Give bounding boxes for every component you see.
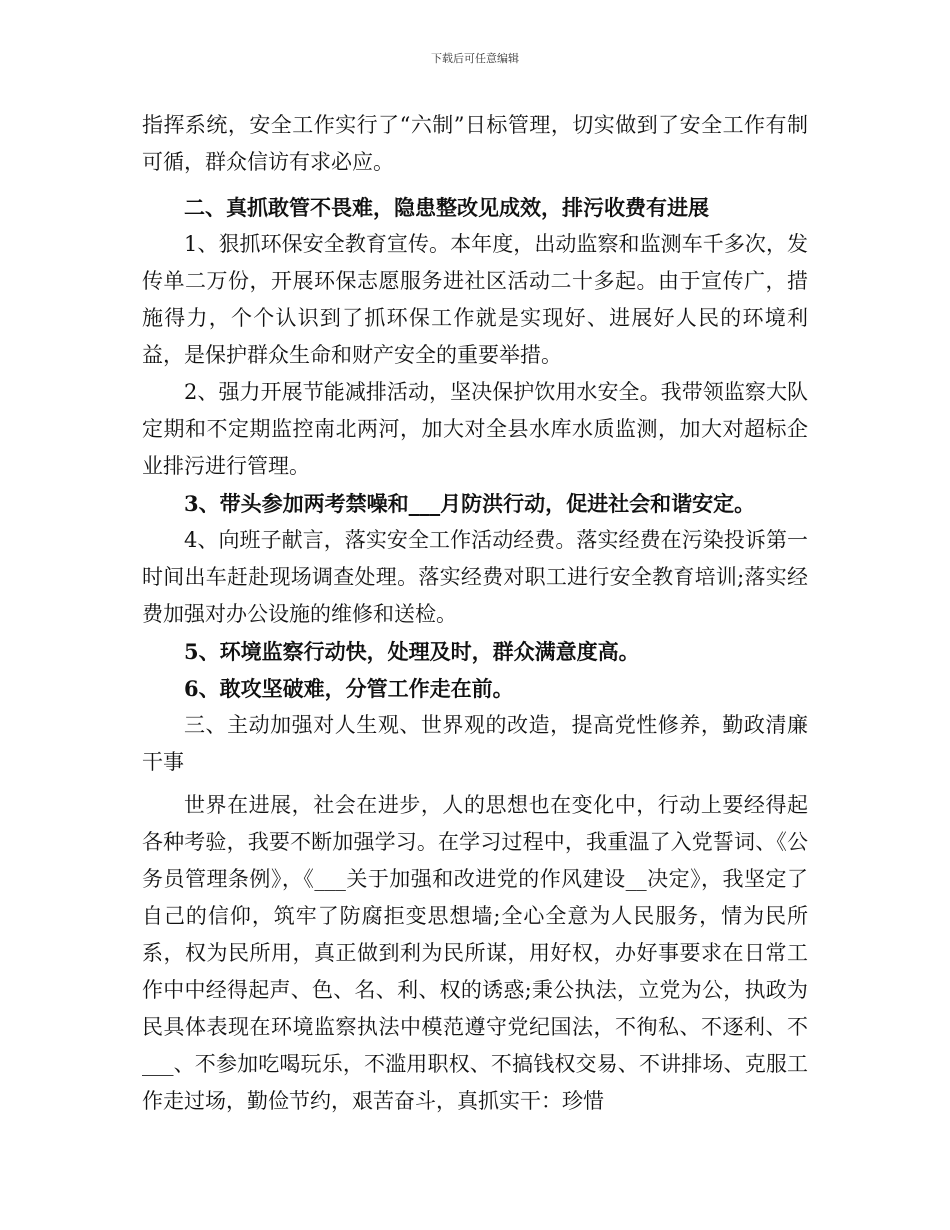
document-body xyxy=(142,107,808,1120)
paragraph-item-1: 1、狠抓环保安全教育宣传。本年度，出动监察和监测车千多次，发传单二万份，开展环保志愿服务进社区活动二十多起。由于宣传广，措施得力，个个认识到了抓环保工作就是实现好、进展好人民的环境利益，是保护群众生命和财产安全的重要举措。 xyxy=(142,232,808,367)
paragraph-item-5: 5、环境监察行动快，处理及时，群众满意度高。 xyxy=(184,639,640,664)
section-heading-two: 二、真抓敢管不畏难，隐患整改见成效，排污收费有进展 xyxy=(184,195,709,220)
section-heading-three: 三、主动加强对人生观、世界观的改造，提高党性修养，勤政清廉干事 xyxy=(142,713,808,774)
paragraph-item-3: 3、带头参加两考禁噪和___月防洪行动，促进社会和谐安定。 xyxy=(184,491,756,516)
paragraph-main-body: 世界在进展，社会在进步，人的思想也在变化中，行动上要经得起各种考验，我要不断加强学习。在学习过程中，我重温了入党誓词、《公务员管理条例》，《___关于加强和改进党的作风建设__决定》，我坚定了自己的信仰，筑牢了防腐拒变思想墙;全心全意为人民服务，情为民所系，权为民所用，真正做到利为民所谋，用好权，办好事要求在日常工作中中经得起声、色、名、利、权的诱惑;秉公执法，立党为公，执政为民具体表现在环境监察执法中模范遵守党纪国法，不徇私、不逐利、不___、不参加吃喝玩乐，不滥用职权、不搞钱权交易、不讲排场、克服工作走过场，勤俭节约，艰苦奋斗，真抓实干：珍惜 xyxy=(142,793,808,1113)
paragraph-continuation: 指挥系统，安全工作实行了“六制”日标管理，切实做到了安全工作有制可循，群众信访有求必应。 xyxy=(142,113,808,174)
paragraph-item-2: 2、强力开展节能减排活动，坚决保护饮用水安全。我带领监察大队定期和不定期监控南北两河，加大对全县水库水质监测，加大对超标企业排污进行管理。 xyxy=(142,380,808,478)
paragraph-item-4: 4、向班子献言，落实安全工作活动经费。落实经费在污染投诉第一时间出车赶赴现场调查处理。落实经费对职工进行安全教育培训;落实经费加强对办公设施的维修和送检。 xyxy=(142,528,808,626)
paragraph-item-6: 6、敢攻坚破难，分管工作走在前。 xyxy=(184,676,514,701)
page-header: 下载后可任意编辑 xyxy=(431,52,519,65)
